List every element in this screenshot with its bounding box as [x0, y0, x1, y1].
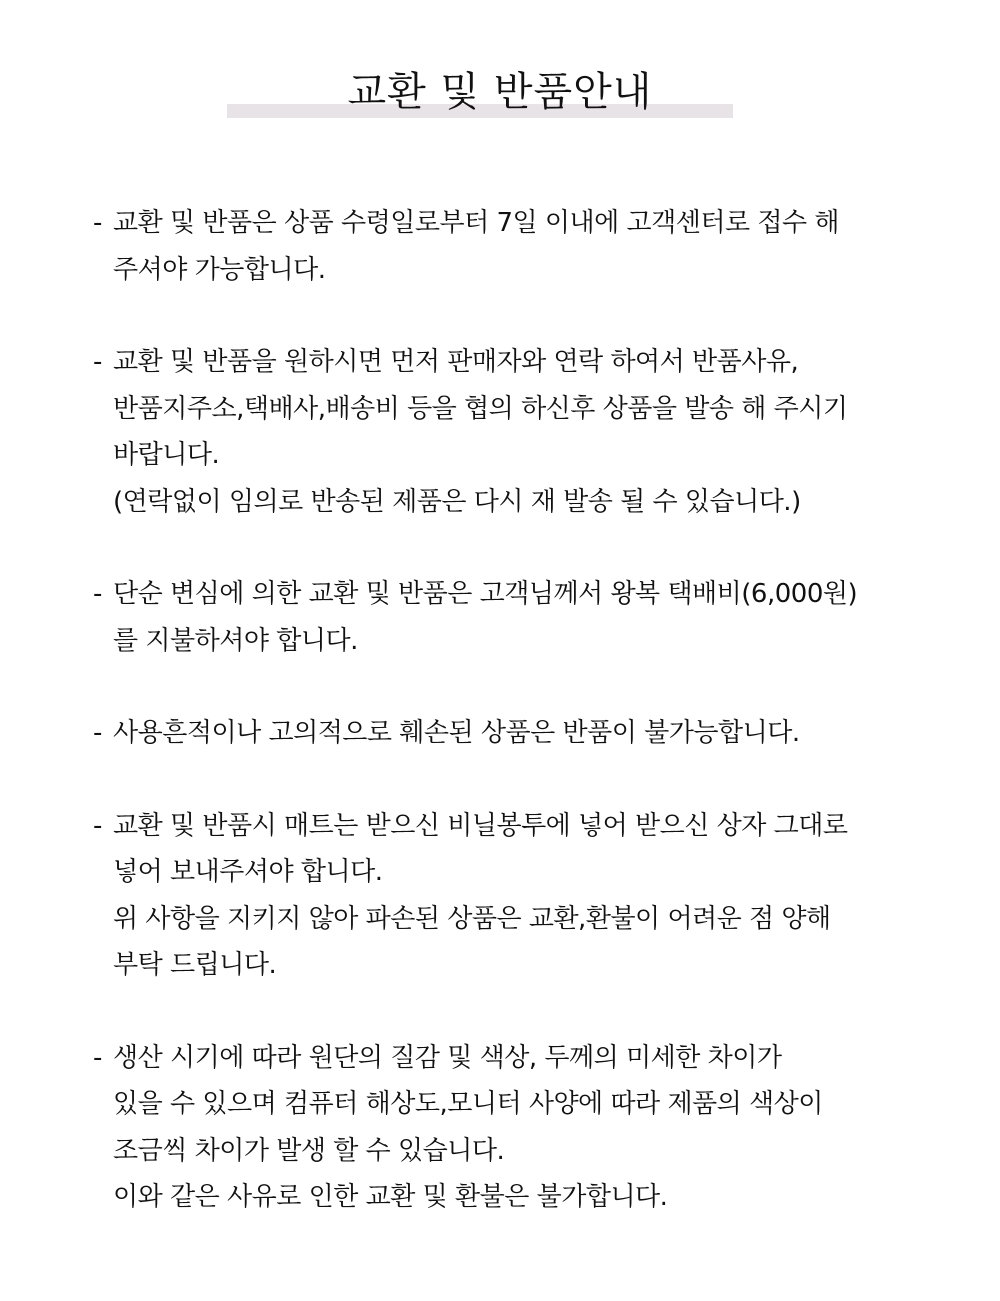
- notice-line: 교환 및 반품시 매트는 받으신 비닐봉투에 넣어 받으신 상자 그대로: [113, 810, 848, 841]
- page-title: 교환 및 반품안내: [347, 69, 653, 115]
- notice-line: 교환 및 반품을 원하시면 먼저 판매자와 연락 하여서 반품사유,: [113, 347, 799, 377]
- list-dash: -: [93, 208, 102, 238]
- notice-item-6: [93, 1035, 953, 1221]
- notice-item-4: [93, 710, 953, 757]
- list-dash: -: [93, 1042, 102, 1073]
- notice-item-2: [93, 339, 953, 525]
- notice-line: 바랍니다.: [113, 440, 220, 470]
- notice-line: 주셔야 가능합니다.: [113, 254, 326, 285]
- notice-line: 사용흔적이나 고의적으로 훼손된 상품은 반품이 불가능합니다.: [113, 718, 800, 748]
- notice-line: (연락없이 임의로 반송된 제품은 다시 재 발송 될 수 있습니다.): [113, 486, 801, 517]
- notice-line: 이와 같은 사유로 인한 교환 및 환불은 불가합니다.: [113, 1182, 668, 1212]
- notice-item-1: [93, 200, 953, 293]
- notice-line: 넣어 보내주셔야 합니다.: [113, 857, 383, 887]
- notice-list: [93, 200, 953, 1267]
- notice-line: 부탁 드립니다.: [113, 950, 277, 980]
- notice-line: 생산 시기에 따라 원단의 질감 및 색상, 두께의 미세한 차이가: [113, 1042, 782, 1073]
- title-section: [0, 62, 1000, 126]
- notice-item-5: [93, 803, 953, 989]
- notice-line: 를 지불하셔야 합니다.: [113, 625, 358, 656]
- notice-line: 위 사항을 지키지 않아 파손된 상품은 교환,환불이 어려운 점 양해: [113, 903, 831, 934]
- notice-line: 단순 변심에 의한 교환 및 반품은 고객님께서 왕복 택배비(6,000원): [113, 579, 858, 609]
- notice-line: 교환 및 반품은 상품 수령일로부터 7일 이내에 고객센터로 접수 해: [113, 208, 839, 238]
- notice-item-3: [93, 571, 953, 664]
- list-dash: -: [93, 718, 102, 748]
- notice-line: 조금씩 차이가 발생 할 수 있습니다.: [113, 1135, 505, 1166]
- notice-line: 반품지주소,택배사,배송비 등을 협의 하신후 상품을 발송 해 주시기: [113, 393, 848, 424]
- list-dash: -: [93, 347, 102, 377]
- list-dash: -: [93, 579, 102, 609]
- notice-line: 있을 수 있으며 컴퓨터 해상도,모니터 사양에 따라 제품의 색상이: [113, 1089, 823, 1119]
- list-dash: -: [93, 810, 102, 841]
